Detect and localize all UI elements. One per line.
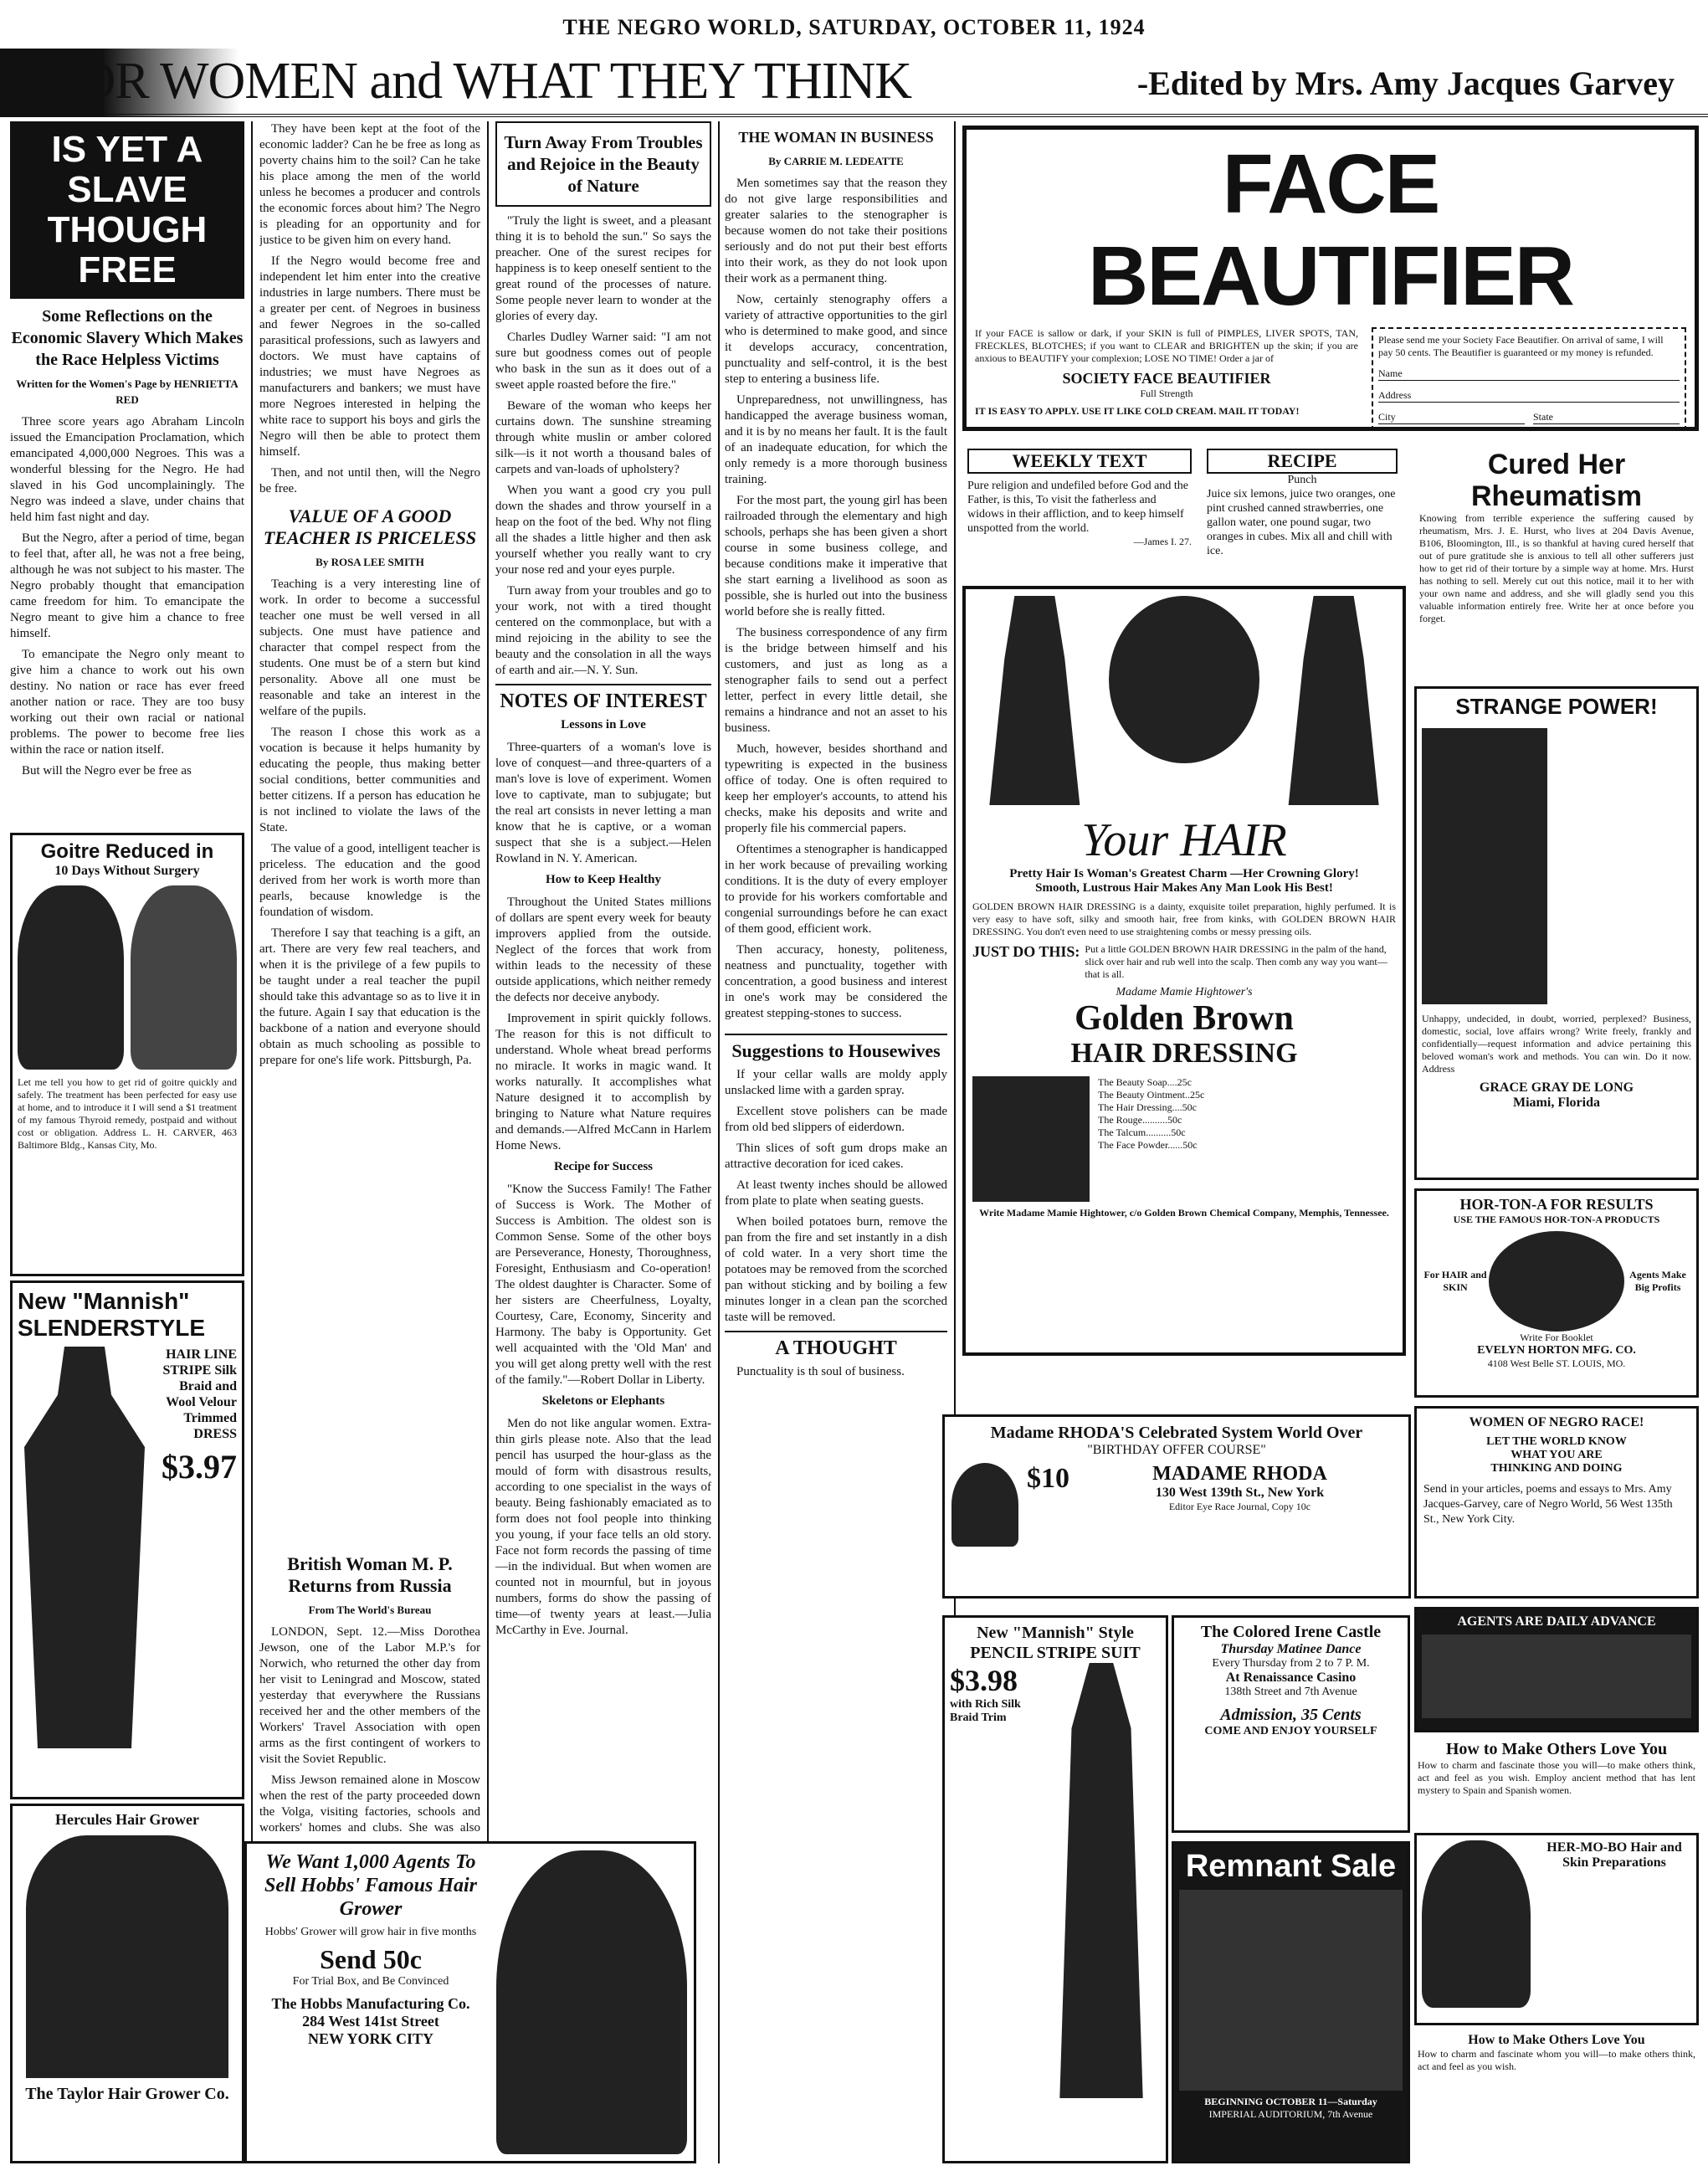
just-body: Put a little GOLDEN BROWN HAIR DRESSING in the palm of the hand, slick over hair and rub well into the scalp. Then comb any way you want—that is all. — [1085, 943, 1387, 980]
paragraph: "Truly the light is sweet, and a pleasant thing it is to behold the sun." So says the preacher. One of the surest recipes for happiness is to keep oneself sentient to the great round of the processes of nature. Some people never learn to wonder at the glories of every day. — [495, 214, 711, 323]
love-you-ad-2 — [1414, 2030, 1699, 2163]
masthead: THE NEGRO WORLD, SATURDAY, OCTOBER 11, 1924 — [562, 15, 1146, 39]
product-tin — [972, 1076, 1090, 1202]
paragraph: If your cellar walls are moldy apply unslacked lime with a garden spray. — [725, 1068, 947, 1097]
woman-figure-right — [1284, 596, 1384, 805]
hermobo-title: HER-MO-BO Hair and Skin Preparations — [1546, 1840, 1682, 1870]
british-article — [259, 1548, 480, 1833]
hobbs-body: Hobbs' Grower will grow hair in five months — [264, 1926, 477, 1938]
recipe-body: Juice six lemons, juice two oranges, one pint crushed canned strawberries, one gallon water, one pound sugar, two oranges in cubes. Mix all and chill with ice. — [1207, 488, 1396, 557]
mannish-title: New "Mannish" — [18, 1288, 190, 1314]
loveyou-title: How to Make Others Love You — [1445, 1740, 1668, 1758]
face-easy: IT IS EASY TO APPLY. USE IT LIKE COLD CREAM. MAIL IT TODAY! — [975, 405, 1300, 417]
mannish-dress-ad — [10, 1280, 244, 1799]
golden-brown-ad — [962, 586, 1406, 1356]
business-byline: By CARRIE M. LEDEATTE — [768, 155, 904, 167]
column-1 — [10, 121, 244, 824]
paragraph: Oftentimes a stenographer is handicapped in her work because of prevailing working conditions. It is the duty of every employer to provide for his workers comfortable and congenial surroundings before he can exact of them good, efficient work. — [725, 843, 947, 936]
column-rule — [718, 121, 720, 2163]
hobbs-title: We Want 1,000 Agents To Sell Hobbs' Famous Hair Grower — [264, 1851, 478, 1920]
paragraph: If the Negro would become free and independent let him enter into the creative industries in large numbers. There must be a greater per cent. of Negroes in business and fewer Negroes in the so-called parasitical professions, such as lawyers and doctors. We must have captains of industries; we must have Negroes as manufacturers and bankers; we must have more Negroes interested in helping the white race to support his boys and girls the Negro will then be able to protect them himself. — [259, 254, 480, 459]
strange-power-ad — [1414, 686, 1699, 1180]
paragraph: The value of a good, intelligent teacher is priceless. The education and the good derived from her work is worth more than pearls, because knowledge is the foundation of wisdom. — [259, 842, 480, 919]
paragraph: Beware of the woman who keeps her curtains down. The sunshine streaming through white muslin or amber colored silk—is it not worth a thousand bales of carpets and van-loads of upholstery? — [495, 399, 711, 476]
hair-tag2: Smooth, Lustrous Hair Makes Any Man Look His Best! — [1035, 881, 1333, 895]
paragraph: The reason I chose this work as a vocation is because it helps humanity by educating the people, thus making better social conditions, better communities and better citizens. If a person has education he is not inclined to violate the laws of the State. — [259, 726, 480, 834]
castle-l2: Every Thursday from 2 to 7 P. M. — [1212, 1657, 1370, 1670]
teacher-byline: By ROSA LEE SMITH — [315, 556, 424, 568]
loveyou2-title: How to Make Others Love You — [1468, 2033, 1645, 2047]
hortona-address: 4108 West Belle ST. LOUIS, MO. — [1487, 1357, 1626, 1369]
lessons-title: Lessons in Love — [561, 718, 646, 731]
remnant-image — [1179, 1890, 1403, 2091]
loveyou-body: How to charm and fascinate those you will—to make others think, act and feel as you wish. Employ ancient method that has lent mystery to Spain and Spanish women. — [1418, 1759, 1695, 1796]
price-item: The Rouge..........50c — [1098, 1114, 1182, 1126]
before-photo — [18, 885, 124, 1070]
agents-image — [1422, 1634, 1691, 1718]
slave-headline: IS YET A SLAVE THOUGH FREE — [47, 129, 208, 290]
woman-figure-left — [984, 596, 1085, 805]
column-3 — [495, 121, 711, 1829]
paragraph: Much, however, besides shorthand and typewriting is expected in the business office of today. One is often required to keep her employer's accounts, to attend his checks, make his deposits and write and properly file his commercial papers. — [725, 742, 947, 835]
paragraph: When boiled potatoes burn, remove the pan from the fire and set instantly in a dish of cold water. In a very short time the potatoes may be removed from the scorched pan without sticking and by boiling a few minutes longer in a clean pan the scorched taste will be removed. — [725, 1215, 947, 1324]
paragraph: The business correspondence of any firm is the bridge between himself and his customers, and just as long as a stenographer fails to send out a perfect letter, perfect in every little detail, she remains a hindrance and not an asset to his business. — [725, 626, 947, 735]
suit-price: $3.98 — [950, 1664, 1018, 1697]
thought-title: A THOUGHT — [725, 1331, 947, 1359]
strange-name: GRACE GRAY DE LONG — [1479, 1080, 1634, 1095]
paragraph: Then, and not until then, will the Negro be free. — [259, 466, 480, 495]
hortona-write: Write For Booklet — [1520, 1332, 1593, 1343]
hortona-sub: USE THE FAMOUS HOR-TON-A PRODUCTS — [1453, 1214, 1660, 1225]
remnant-ad — [1172, 1841, 1410, 2163]
rhoda-name: MADAME RHODA — [1152, 1463, 1327, 1485]
paragraph: But the Negro, after a period of time, began to feel that, after all, he was not a free being, although he was not subject to his master. The Negro probably thought that emancipation came freedom for him. To emancipate the Negro meant to give him a chance to free himself. — [10, 531, 244, 640]
coupon-address-field[interactable]: Address — [1378, 389, 1680, 403]
castle-l3: At Renaissance Casino — [1225, 1670, 1357, 1685]
strange-body: Unhappy, undecided, in doubt, worried, perplexed? Business, domestic, social, love affairs wrong? Write freely, frankly and confidentially—request information and advice pertaining this beloved woman's work and methods. You can win. Do it now. Address — [1422, 1013, 1691, 1075]
paragraph: Punctuality is th soul of business. — [736, 1365, 905, 1378]
goitre-title: Goitre Reduced in — [40, 840, 214, 863]
healthy-title: How to Keep Healthy — [546, 873, 661, 886]
paragraph: Three-quarters of a woman's love is love of conquest—and three-quarters of a man's love is love of experiment. Women love to captivate, man to subjugate; but the real art consists in never letting a man know that he is captive, or a woman suspect that she is a subject.—Helen Rowland in N. Y. American. — [495, 741, 711, 865]
price-list — [1098, 1076, 1396, 1202]
face-product: SOCIETY FACE BEAUTIFIER — [1062, 370, 1271, 387]
rheumatism-ad — [1414, 444, 1699, 686]
castle-l6: COME AND ENJOY YOURSELF — [1204, 1725, 1377, 1737]
price-item: The Face Powder......50c — [1098, 1139, 1198, 1151]
hermobo-ad — [1414, 1833, 1699, 2025]
nature-title: Turn Away From Troubles and Rejoice in the Beauty of Nature — [504, 132, 703, 196]
recipe-box — [1202, 444, 1403, 569]
teacher-title: VALUE OF A GOOD TEACHER IS PRICELESS — [263, 505, 477, 548]
hobbs-offer: Send 50c — [320, 1944, 422, 1974]
castle-ad — [1172, 1615, 1410, 1833]
hair-product: HAIR DRESSING — [1070, 1038, 1298, 1069]
paragraph: Three score years ago Abraham Lincoln issued the Emancipation Proclamation, which emancipated 4,000,000 Negroes. This was a wonderful blessing for the Negro. He had slaved in his God uncomplainingly. The Negro was indeed a slave, under chains that held him fast night and day. — [10, 415, 244, 524]
paragraph: Miss Jewson remained alone in Moscow when the rest of the party proceeded down the Volga, visiting factories, schools and workers' homes and clubs. She was also — [259, 1773, 480, 1833]
paragraph: But will the Negro ever be free as — [22, 764, 192, 777]
paragraph: LONDON, Sept. 12.—Miss Dorothea Jewson, one of the Labor M.P.'s for Norwich, who returned the other day from her visit to Leningrad and Moscow, stated yesterday that everywhere the Russians received her and the other members of the Workers' Travel Association with open arms as the first contingent of workers to visit the Soviet Republic. — [259, 1625, 480, 1766]
price-item: The Beauty Soap....25c — [1098, 1076, 1192, 1088]
remnant-title: Remnant Sale — [1185, 1849, 1397, 1884]
hobbs-photo — [496, 1850, 687, 2154]
business-title: THE WOMAN IN BUSINESS — [738, 129, 934, 146]
british-title: British Woman M. P. Returns from Russia — [287, 1553, 453, 1596]
negrorace-l1: LET THE WORLD KNOW — [1486, 1435, 1627, 1448]
hortona-ad — [1414, 1188, 1699, 1398]
castle-l4: 138th Street and 7th Avenue — [1224, 1686, 1357, 1698]
recipe-title: RECIPE — [1207, 449, 1398, 474]
paragraph: Men do not like angular women. Extra-thin girls please note. Also that the lead pencil has usurped the hour-glass as the mould of form with disastrous results, according to one specialist in the ways of beauty. Being fashionably emaciated as to form does not fool people into thinking you young, if your face tells an old story. Face not form records the passing of time—in the individual. But when women are counted not in mournful, but in joyous numbers, forms do show the passing of time—of twenty years at least.—Julia McCarthy in Eve. Journal. — [495, 1417, 711, 1637]
paragraph: Now, certainly stenography offers a variety of attractive opportunities to the girl who is determined to make good, and since it develops accuracy, concentration, punctuality and self-control, it is the best step to entering a business life. — [725, 293, 947, 386]
dress-price: $3.97 — [162, 1448, 237, 1486]
hercules-ad — [10, 1804, 244, 2163]
hobbs-ad — [244, 1841, 696, 2163]
banner — [0, 49, 1708, 117]
price-item: The Hair Dressing....50c — [1098, 1101, 1197, 1113]
face-title: FACE BEAUTIFIER — [1088, 137, 1573, 323]
paragraph: Turn away from your troubles and go to your work, not with a tired thought centered on the commonplace, but with a mind rejoicing in the ability to see the beauty and the consolation in all the ways of earth and air.—N. Y. Sun. — [495, 584, 711, 677]
paragraph: To emancipate the Negro only meant to give him a chance to work out his own destiny. No nation or race has ever freed another nation or race. They are too busy working out their own racial or national problems. The power to become free lies within the race or nation itself. — [10, 648, 244, 757]
paragraph: Teaching is a very interesting line of work. In order to become a successful teacher one must be well versed in all subjects. One must have patience and character that compel respect from the students. One must be of a stern but kind personality. Above all one must be reasonable and take an interest in the welfare of the pupils. — [259, 577, 480, 718]
hercules-company: The Taylor Hair Grower Co. — [25, 2085, 229, 2103]
price-item: The Talcum..........50c — [1098, 1126, 1186, 1138]
after-photo — [131, 885, 237, 1070]
face-beautifier-ad — [962, 126, 1699, 431]
strange-city: Miami, Florida — [1513, 1096, 1600, 1110]
rhoda-address: 130 West 139th St., New York — [1155, 1486, 1325, 1500]
women-negro-race-box — [1414, 1406, 1699, 1599]
section-title: FOR WOMEN and WHAT THEY THINK — [50, 53, 911, 110]
strange-photo — [1422, 728, 1547, 1004]
paragraph: Thin slices of soft gum drops make an attractive decoration for iced cakes. — [725, 1142, 947, 1171]
suit-figure — [1042, 1663, 1161, 2098]
hair-headline: Your HAIR — [1081, 814, 1287, 866]
agents-ad — [1414, 1607, 1699, 1732]
woman-portrait — [1109, 596, 1259, 763]
slave-byline: Written for the Women's Page by HENRIETTA RED — [16, 377, 239, 406]
paragraph: Men sometimes say that the reason they do not give large responsibilities and greater salaries to the stenographer is because women do not take their positions seriously and do not put their best efforts into their work, as they do not look upon their work as a permanent thing. — [725, 177, 947, 285]
coupon-text: Please send me your Society Face Beautifier. On arrival of same, I will pay 50 cents. The Beautifier is guaranteed or my money is refunded. — [1378, 334, 1664, 358]
agents-title: AGENTS ARE DAILY ADVANCE — [1457, 1614, 1656, 1629]
goitre-ad — [10, 833, 244, 1276]
hortona-company: EVELYN HORTON MFG. CO. — [1477, 1344, 1636, 1357]
love-you-ad — [1414, 1737, 1699, 1829]
paragraph: When you want a good cry you pull down the shades and throw yourself in a heap on the foot of the bed. Why not fling all the shades a little higher and then ask yourself whether you really want to cry your nose red and your eyes purple. — [495, 484, 711, 577]
paragraph: They have been kept at the foot of the economic ladder? Can he be free as long as poverty chains him to the soil? Can he take his place among the men of the world unless he becomes a producer and controls the economic forces about him? The Negro is pleading for an opportunity and for justice to be given him on every hand. — [259, 122, 480, 247]
paragraph: Throughout the United States millions of dollars are spent every week for beauty improvers applied from the outside. Neglect of the forces that work from within leads to the necessity of these outside applications, which neither remedy the defects nor deceive anybody. — [495, 895, 711, 1004]
housewives-title: Suggestions to Housewives — [725, 1034, 947, 1062]
negrorace-l2: WHAT YOU ARE — [1511, 1449, 1603, 1461]
negrorace-title: WOMEN OF NEGRO RACE! — [1469, 1415, 1644, 1429]
just-do-this: JUST DO THIS: — [972, 943, 1080, 960]
face-body: If your FACE is sallow or dark, if your SKIN is full of PIMPLES, LIVER SPOTS, TAN, FRECKLES, BLOTCHES; if you want to CLEAR and BRIGHTEN up the skin; if you are anxious to BEAUTIFY your complexion; LOSE NO TIME! Order a jar of — [975, 327, 1358, 364]
rhoda-title: Madame RHODA'S Celebrated System World Over — [990, 1424, 1363, 1442]
castle-l5: Admission, 35 Cents — [1220, 1706, 1362, 1724]
paragraph: Charles Dudley Warner said: "I am not sure but goodness comes out of people who bask in the sun as it does out of a sweet apple roasted before the fire." — [495, 331, 711, 392]
coupon-city-field[interactable]: City — [1378, 411, 1525, 424]
weekly-title: WEEKLY TEXT — [967, 449, 1192, 474]
recipe-success-title: Recipe for Success — [553, 1160, 654, 1173]
coupon-state-field[interactable]: State — [1533, 411, 1680, 424]
remnant-place: IMPERIAL AUDITORIUM, 7th Avenue — [1208, 2108, 1373, 2120]
paragraph: Then accuracy, honesty, politeness, neatness and punctuality, together with concentration, a good business and interest in one's work may be considered the greatest stepping-stones to success. — [725, 943, 947, 1020]
price-item: The Beauty Ointment..25c — [1098, 1089, 1205, 1101]
suit-trim: with Rich Silk Braid Trim — [950, 1698, 1021, 1724]
rhoda-editor: Editor Eye Race Journal, Copy 10c — [1168, 1501, 1311, 1512]
hair-maker: Madame Mamie Hightower's — [1116, 986, 1253, 998]
column-2 — [259, 121, 480, 1201]
face-strength: Full Strength — [1140, 387, 1193, 399]
paragraph: "Know the Success Family! The Father of Success is Work. The Mother of Success is Ambition. The oldest son is Common Sense. Some of the other boys are Perseverance, Honesty, Thoroughness, Foresight, Enthusiasm and Co-operation! The oldest daughter is Character. Some of her sisters are Cheerfulness, Loyalty, Courtesy, Care, Economy, Sincerity and Harmony. The baby is Opportunity. Get well acquainted with the 'Old Man' and you will get along pretty well with the rest of the family."—Robert Dollar in Liberty. — [495, 1183, 711, 1387]
dress-figure — [18, 1347, 151, 1748]
negrorace-l3: THINKING AND DOING — [1490, 1462, 1623, 1475]
dress-item: HAIR LINE STRIPE Silk Braid and Wool Velour Trimmed DRESS — [162, 1347, 237, 1441]
paragraph: Excellent stove polishers can be made from old bed slippers of eiderdown. — [725, 1105, 947, 1134]
weekly-text — [962, 444, 1197, 569]
goitre-body: Let me tell you how to get rid of goitre quickly and safely. The treatment has been perfected for easy use at home, and to introduce it I will send a $1 treatment of my famous Thyroid remedy, postpaid and without cost or obligation. Address L. H. CARVER, 463 Baltimore Bldg., Kansas City, Mo. — [18, 1076, 237, 1151]
recipe-name: Punch — [1287, 474, 1317, 486]
hair-footer: Write Madame Mamie Hightower, c/o Golden Brown Chemical Company, Memphis, Tennessee. — [979, 1207, 1389, 1219]
hobbs-city: NEW YORK CITY — [307, 2030, 434, 2047]
section-editor: -Edited by Mrs. Amy Jacques Garvey — [1136, 64, 1675, 102]
coupon-name-field[interactable]: Name — [1378, 367, 1680, 381]
hortona-right: Agents Make Big Profits — [1629, 1269, 1686, 1293]
rhoda-sub: "BIRTHDAY OFFER COURSE" — [1087, 1443, 1266, 1457]
rhoda-portrait — [951, 1463, 1018, 1547]
goitre-subtitle: 10 Days Without Surgery — [54, 864, 200, 878]
column-4 — [725, 121, 947, 2163]
suit-ad — [942, 1615, 1168, 2163]
hortona-portrait — [1489, 1231, 1624, 1332]
hobbs-address: 284 West 141st Street — [302, 2013, 439, 2030]
mannish-subtitle: SLENDERSTYLE — [18, 1315, 206, 1341]
face-coupon — [1372, 327, 1686, 431]
rheum-title: Cured Her Rheumatism — [1470, 449, 1643, 512]
paragraph: At least twenty inches should be allowed from plate to plate when seating guests. — [725, 1178, 947, 1208]
negrorace-body: Send in your articles, poems and essays to Mrs. Amy Jacques-Garvey, care of Negro World, 56 West 135th St., New York City. — [1423, 1483, 1673, 1526]
hercules-title: Hercules Hair Grower — [55, 1811, 199, 1828]
hair-brand: Golden Brown — [1075, 999, 1294, 1038]
british-byline: From The World's Bureau — [308, 1604, 432, 1616]
hercules-photo — [26, 1835, 228, 2078]
paragraph: Unpreparedness, not unwillingness, has handicapped the average business woman, and it is by no means her fault. It is the fault of an inadequate education, for which the only remedy is a more thorough business training. — [725, 393, 947, 486]
castle-l1: Thursday Matinee Dance — [1220, 1642, 1362, 1656]
goitre-photos — [18, 885, 237, 1070]
slave-headline-box — [10, 121, 244, 299]
loveyou2-body: How to charm and fascinate whom you will—to make others think, act and feel as you wish. — [1418, 2048, 1695, 2072]
castle-title: The Colored Irene Castle — [1200, 1623, 1382, 1641]
paragraph: Improvement in spirit quickly follows. The reason for this is not difficult to understand. Whole wheat bread performs no miracle. It works in magic wand. It works naturally. It accomplishes what Nature designed it to accomplish by bringing to Nature what Nature requires and demands.—Alfred McCann in Harlem Home News. — [495, 1012, 711, 1152]
rheum-body: Knowing from terrible experience the suffering caused by rheumatism, Mrs. J. E. Hurst, who lives at 204 Davis Avenue, B106, Bloomington, Ill., is so thankful at having cured herself that out of pure gratitude she is anxious to tell all other sufferers just how to get rid of their torture by a simple way at home. Mrs. Hurst has nothing to sell. Merely cut out this notice, mail it to her with your own name and address, and she will gladly send you this valuable information entirely free. Write her at once before you forget. — [1419, 512, 1694, 624]
hortona-left: For HAIR and SKIN — [1423, 1269, 1487, 1293]
hobbs-sub: For Trial Box, and Be Convinced — [292, 1975, 449, 1988]
weekly-ref: —James I. 27. — [1133, 536, 1192, 547]
rhoda-ad — [942, 1414, 1411, 1599]
suit-title: New "Mannish" Style PENCIL STRIPE SUIT — [970, 1624, 1141, 1662]
rhoda-price: $10 — [1027, 1463, 1069, 1494]
hermobo-portrait — [1422, 1840, 1531, 2008]
paragraph: For the most part, the young girl has been railroaded through the elementary and high schools, perhaps she has been given a short course in some business college, and because conditions make it imperative that she start earning a livelihood as soon as possible, she is hurled out into the business world before she is really fitted. — [725, 494, 947, 618]
hortona-title: HOR-TON-A FOR RESULTS — [1459, 1196, 1654, 1213]
notes-title: NOTES OF INTEREST — [495, 684, 711, 712]
weekly-body: Pure religion and undefiled before God and the Father, is this, To visit the fatherless and widows in their affliction, and to keep himself unspotted from the world. — [967, 480, 1188, 535]
hobbs-company: The Hobbs Manufacturing Co. — [271, 1995, 470, 2012]
slave-subhead: Some Reflections on the Economic Slavery Which Makes the Race Helpless Victims — [11, 307, 244, 369]
hair-tag1: Pretty Hair Is Woman's Greatest Charm —Her Crowning Glory! — [1009, 867, 1359, 880]
skeletons-title: Skeletons or Elephants — [541, 1394, 665, 1408]
remnant-footer: BEGINNING OCTOBER 11—Saturday — [1204, 2096, 1377, 2107]
paragraph: Therefore I say that teaching is a gift, an art. There are very few real teachers, and when it is the privilege of a few pupils to be taught under a real teacher the pupil should take this advantage so as to live it in the future. Again I say that education is the backbone of a nation and everyone should obtain as much schooling as possible to prepare for one's life work. Pittsburgh, Pa. — [259, 926, 480, 1067]
hair-body: GOLDEN BROWN HAIR DRESSING is a dainty, exquisite toilet preparation, highly perfumed. It is very easy to have soft, silky and smooth hair, free from kinks, with GOLDEN BROWN HAIR DRESSING. You don't even need to use straightening combs or messy pressing oils. — [972, 901, 1396, 937]
strange-title: STRANGE POWER! — [1455, 694, 1658, 719]
